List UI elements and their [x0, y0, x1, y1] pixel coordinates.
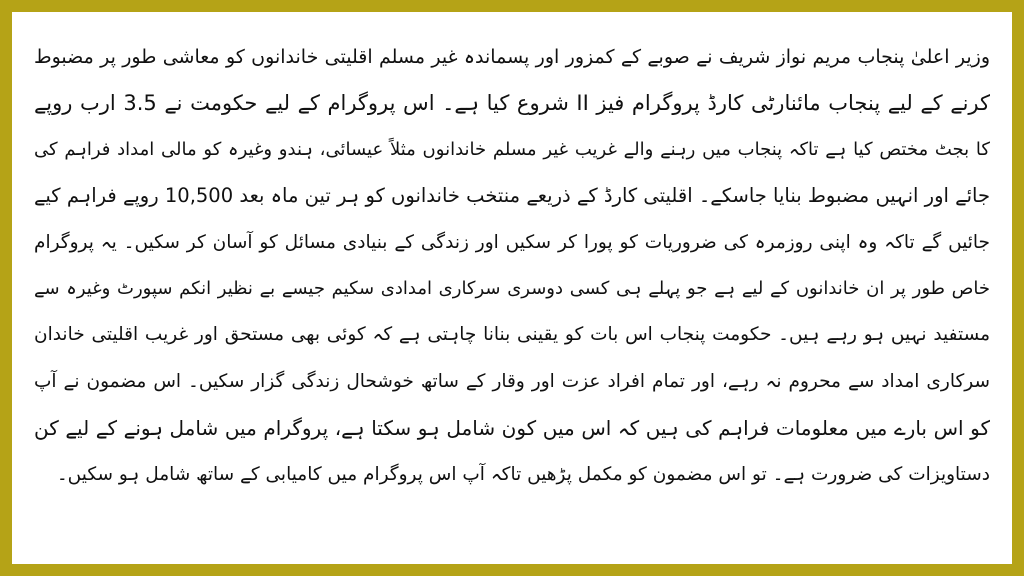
- paragraph-line-10: دستاویزات کی ضرورت ہے۔ تو اس مضمون کو مکمل پڑھیں تاکہ آپ اس پروگرام میں کامیابی کے ساتھ شامل ہو سکیں۔: [56, 463, 990, 485]
- paragraph-line-3: کا بجٹ مختص کیا ہے تاکہ پنجاب میں رہنے والے غریب غیر مسلم خاندانوں مثلاً عیسائی، ہندو وغیرہ کو مالی امداد فراہم کی: [34, 138, 990, 160]
- paragraph-line-6: خاص طور پر ان خاندانوں کے لیے ہے جو پہلے ہی کسی دوسری سرکاری امدادی سکیم جیسے بے نظیر انکم سپورٹ وغیرہ سے: [34, 277, 990, 299]
- paragraph-line-7: مستفید نہیں ہو رہے ہیں۔ حکومت پنجاب اس بات کو یقینی بنانا چاہتی ہے کہ کوئی بھی مستحق اور غریب اقلیتی خاندان: [34, 324, 990, 346]
- paragraph-line-4: جائے اور انہیں مضبوط بنایا جاسکے۔ اقلیتی کارڈ کے ذریعے منتخب خاندانوں کو ہر تین ماہ بعد 10,500 روپے فراہم کیے: [34, 184, 990, 208]
- paragraph-line-2: کرنے کے لیے پنجاب مائنارٹی کارڈ پروگرام فیز II شروع کیا ہے۔ اس پروگرام کے لیے حکومت نے 3.5 ارب روپے: [34, 91, 990, 116]
- paragraph-line-8: سرکاری امداد سے محروم نہ رہے، اور تمام افراد عزت اور وقار کے ساتھ خوشحال زندگی گزار سکیں۔ اس مضمون نے آپ: [34, 370, 990, 392]
- paragraph-line-5: جائیں گے تاکہ وہ اپنی روزمرہ کی ضروریات کو پورا کر سکیں اور زندگی کے بنیادی مسائل کو آسان کر سکیں۔ یہ پروگرام: [34, 231, 990, 253]
- paragraph-line-9: کو اس بارے میں معلومات فراہم کی ہیں کہ اس میں کون شامل ہو سکتا ہے، پروگرام میں شامل ہونے کے لیے کن: [34, 416, 990, 441]
- paragraph-line-1: وزیر اعلیٰ پنجاب مریم نواز شریف نے صوبے کے کمزور اور پسماندہ غیر مسلم اقلیتی خاندانوں کو معاشی طور پر مضبوط: [34, 46, 990, 68]
- article-body: [34, 34, 990, 542]
